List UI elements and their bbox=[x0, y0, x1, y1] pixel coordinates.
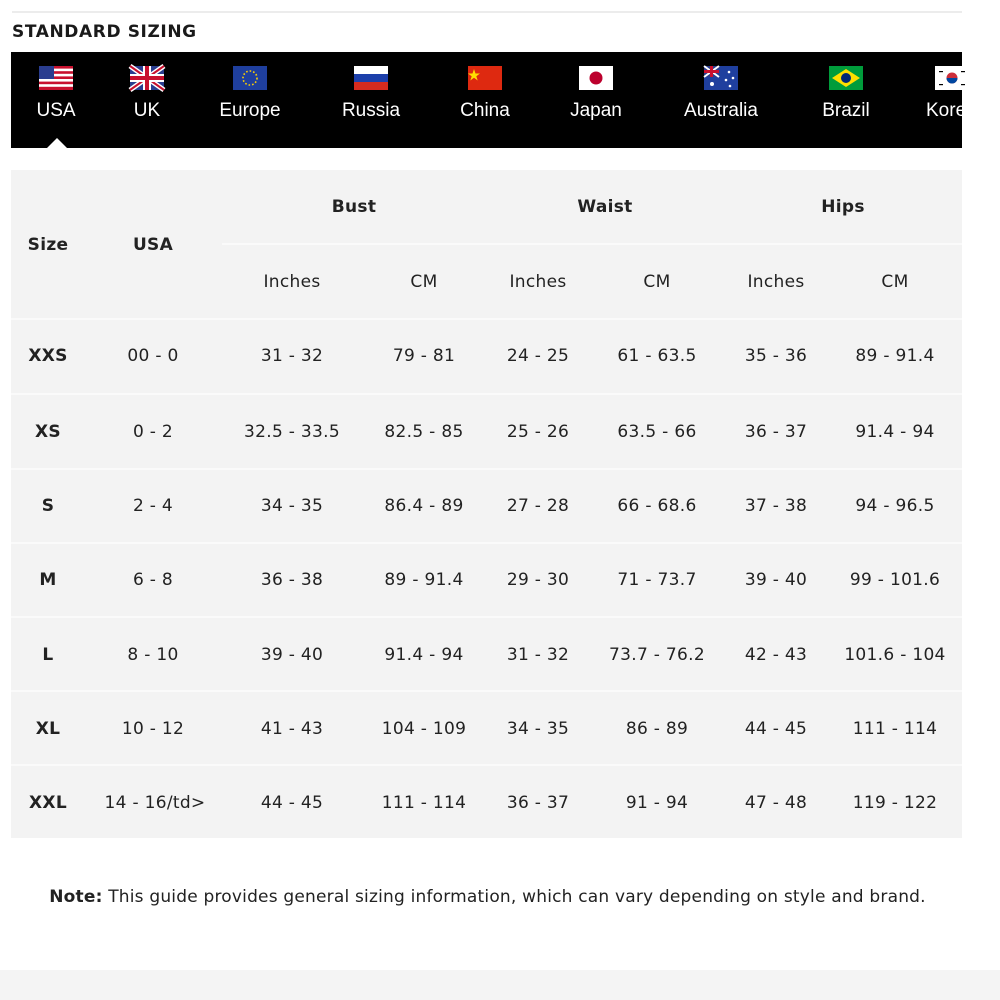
unit-header: Inches bbox=[747, 272, 805, 292]
sizing-note bbox=[35, 884, 940, 910]
measure-cell: 27 - 28 bbox=[506, 496, 570, 516]
measure-cell: 24 - 25 bbox=[506, 346, 570, 366]
row-divider bbox=[11, 468, 962, 470]
measure-cell: 91 - 94 bbox=[625, 793, 689, 813]
unit-header: Inches bbox=[263, 272, 321, 292]
header-divider bbox=[222, 243, 962, 245]
measure-cell: 89 - 91.4 bbox=[855, 346, 935, 366]
measure-cell: 104 - 109 bbox=[381, 719, 467, 739]
japan-flag-icon bbox=[579, 66, 613, 90]
tab-label-uk: UK bbox=[133, 100, 161, 121]
region-size-cell: 2 - 4 bbox=[132, 496, 174, 516]
tab-label-australia: Australia bbox=[684, 100, 758, 121]
measure-cell: 34 - 35 bbox=[506, 719, 570, 739]
usa-flag-icon bbox=[39, 66, 73, 90]
region-size-cell: 14 - 16/td> bbox=[104, 793, 206, 813]
brazil-flag-icon bbox=[829, 66, 863, 90]
measure-cell: 36 - 37 bbox=[744, 422, 808, 442]
measure-cell: 63.5 - 66 bbox=[617, 422, 697, 442]
row-divider bbox=[11, 690, 962, 692]
tab-uk[interactable] bbox=[127, 52, 167, 148]
measure-cell: 66 - 68.6 bbox=[617, 496, 697, 516]
tab-label-china: China bbox=[460, 100, 510, 121]
measure-cell: 91.4 - 94 bbox=[855, 422, 935, 442]
measure-cell: 71 - 73.7 bbox=[617, 570, 697, 590]
row-divider bbox=[11, 764, 962, 766]
measure-cell: 29 - 30 bbox=[506, 570, 570, 590]
tab-brazil[interactable] bbox=[817, 52, 875, 148]
measure-cell: 94 - 96.5 bbox=[855, 496, 935, 516]
selected-tab-indicator bbox=[46, 138, 68, 149]
measure-cell: 31 - 32 bbox=[506, 645, 570, 665]
measure-cell: 37 - 38 bbox=[744, 496, 808, 516]
hips-group-header: Hips bbox=[821, 197, 865, 217]
size-cell: M bbox=[39, 570, 57, 590]
measure-cell: 101.6 - 104 bbox=[844, 645, 946, 665]
australia-flag-icon bbox=[704, 66, 738, 90]
row-divider bbox=[11, 542, 962, 544]
measure-cell: 36 - 37 bbox=[506, 793, 570, 813]
measure-cell: 39 - 40 bbox=[744, 570, 808, 590]
measure-cell: 25 - 26 bbox=[506, 422, 570, 442]
tab-europe[interactable] bbox=[214, 52, 286, 148]
region-tab-bar bbox=[11, 52, 977, 148]
tab-label-europe: Europe bbox=[219, 100, 281, 121]
russia-flag-icon bbox=[354, 66, 388, 90]
tab-label-korea: Korea bbox=[926, 100, 977, 121]
size-cell: XS bbox=[35, 422, 61, 442]
korea-flag-icon bbox=[935, 66, 969, 90]
footer-band bbox=[0, 970, 1000, 1000]
size-cell: L bbox=[42, 645, 54, 665]
measure-cell: 34 - 35 bbox=[260, 496, 324, 516]
note-text: This guide provides general sizing information, which can vary depending on style and brand. bbox=[108, 887, 926, 907]
tab-label-brazil: Brazil bbox=[822, 100, 870, 121]
china-flag-icon bbox=[468, 66, 502, 90]
measure-cell: 39 - 40 bbox=[260, 645, 324, 665]
size-cell: S bbox=[41, 496, 55, 516]
row-divider bbox=[11, 393, 962, 395]
tab-australia[interactable] bbox=[676, 52, 766, 148]
tab-japan[interactable] bbox=[565, 52, 627, 148]
measure-cell: 44 - 45 bbox=[260, 793, 324, 813]
row-divider bbox=[11, 318, 962, 320]
region-size-cell: 00 - 0 bbox=[127, 346, 179, 366]
measure-cell: 47 - 48 bbox=[744, 793, 808, 813]
measure-cell: 111 - 114 bbox=[381, 793, 467, 813]
unit-header: CM bbox=[881, 272, 909, 292]
row-divider bbox=[11, 616, 962, 618]
tab-usa[interactable] bbox=[38, 52, 74, 148]
measure-cell: 61 - 63.5 bbox=[617, 346, 697, 366]
region-size-cell: 10 - 12 bbox=[121, 719, 185, 739]
region-size-cell: 6 - 8 bbox=[132, 570, 174, 590]
measure-cell: 42 - 43 bbox=[744, 645, 808, 665]
measure-cell: 86 - 89 bbox=[625, 719, 689, 739]
waist-group-header: Waist bbox=[577, 197, 633, 217]
bust-group-header: Bust bbox=[331, 197, 377, 217]
top-divider bbox=[12, 11, 962, 13]
tab-china[interactable] bbox=[455, 52, 515, 148]
measure-cell: 32.5 - 33.5 bbox=[244, 422, 340, 442]
note-label: Note: bbox=[49, 887, 103, 907]
europe-flag-icon bbox=[233, 66, 267, 90]
tab-russia[interactable] bbox=[337, 52, 405, 148]
measure-cell: 31 - 32 bbox=[260, 346, 324, 366]
size-cell: XL bbox=[35, 719, 61, 739]
tab-korea[interactable] bbox=[926, 52, 986, 148]
unit-header: Inches bbox=[509, 272, 567, 292]
region-column-header: USA bbox=[132, 235, 174, 255]
measure-cell: 35 - 36 bbox=[744, 346, 808, 366]
measure-cell: 41 - 43 bbox=[260, 719, 324, 739]
measure-cell: 119 - 122 bbox=[852, 793, 938, 813]
size-cell: XXL bbox=[29, 793, 67, 813]
region-size-cell: 8 - 10 bbox=[127, 645, 179, 665]
tab-label-russia: Russia bbox=[341, 100, 401, 121]
size-cell: XXS bbox=[28, 346, 68, 366]
measure-cell: 91.4 - 94 bbox=[384, 645, 464, 665]
region-size-cell: 0 - 2 bbox=[132, 422, 174, 442]
measure-cell: 44 - 45 bbox=[744, 719, 808, 739]
unit-header: CM bbox=[410, 272, 438, 292]
measure-cell: 86.4 - 89 bbox=[384, 496, 464, 516]
measure-cell: 36 - 38 bbox=[260, 570, 324, 590]
unit-header: CM bbox=[643, 272, 671, 292]
measure-cell: 79 - 81 bbox=[392, 346, 456, 366]
tab-label-usa: USA bbox=[36, 100, 76, 121]
page-title: STANDARD SIZING bbox=[12, 22, 197, 42]
measure-cell: 111 - 114 bbox=[852, 719, 938, 739]
measure-cell: 82.5 - 85 bbox=[384, 422, 464, 442]
measure-cell: 89 - 91.4 bbox=[384, 570, 464, 590]
measure-cell: 99 - 101.6 bbox=[849, 570, 941, 590]
size-column-header: Size bbox=[27, 235, 69, 255]
measure-cell: 73.7 - 76.2 bbox=[609, 645, 705, 665]
tab-label-japan: Japan bbox=[570, 100, 622, 121]
uk-flag-icon bbox=[130, 66, 164, 90]
